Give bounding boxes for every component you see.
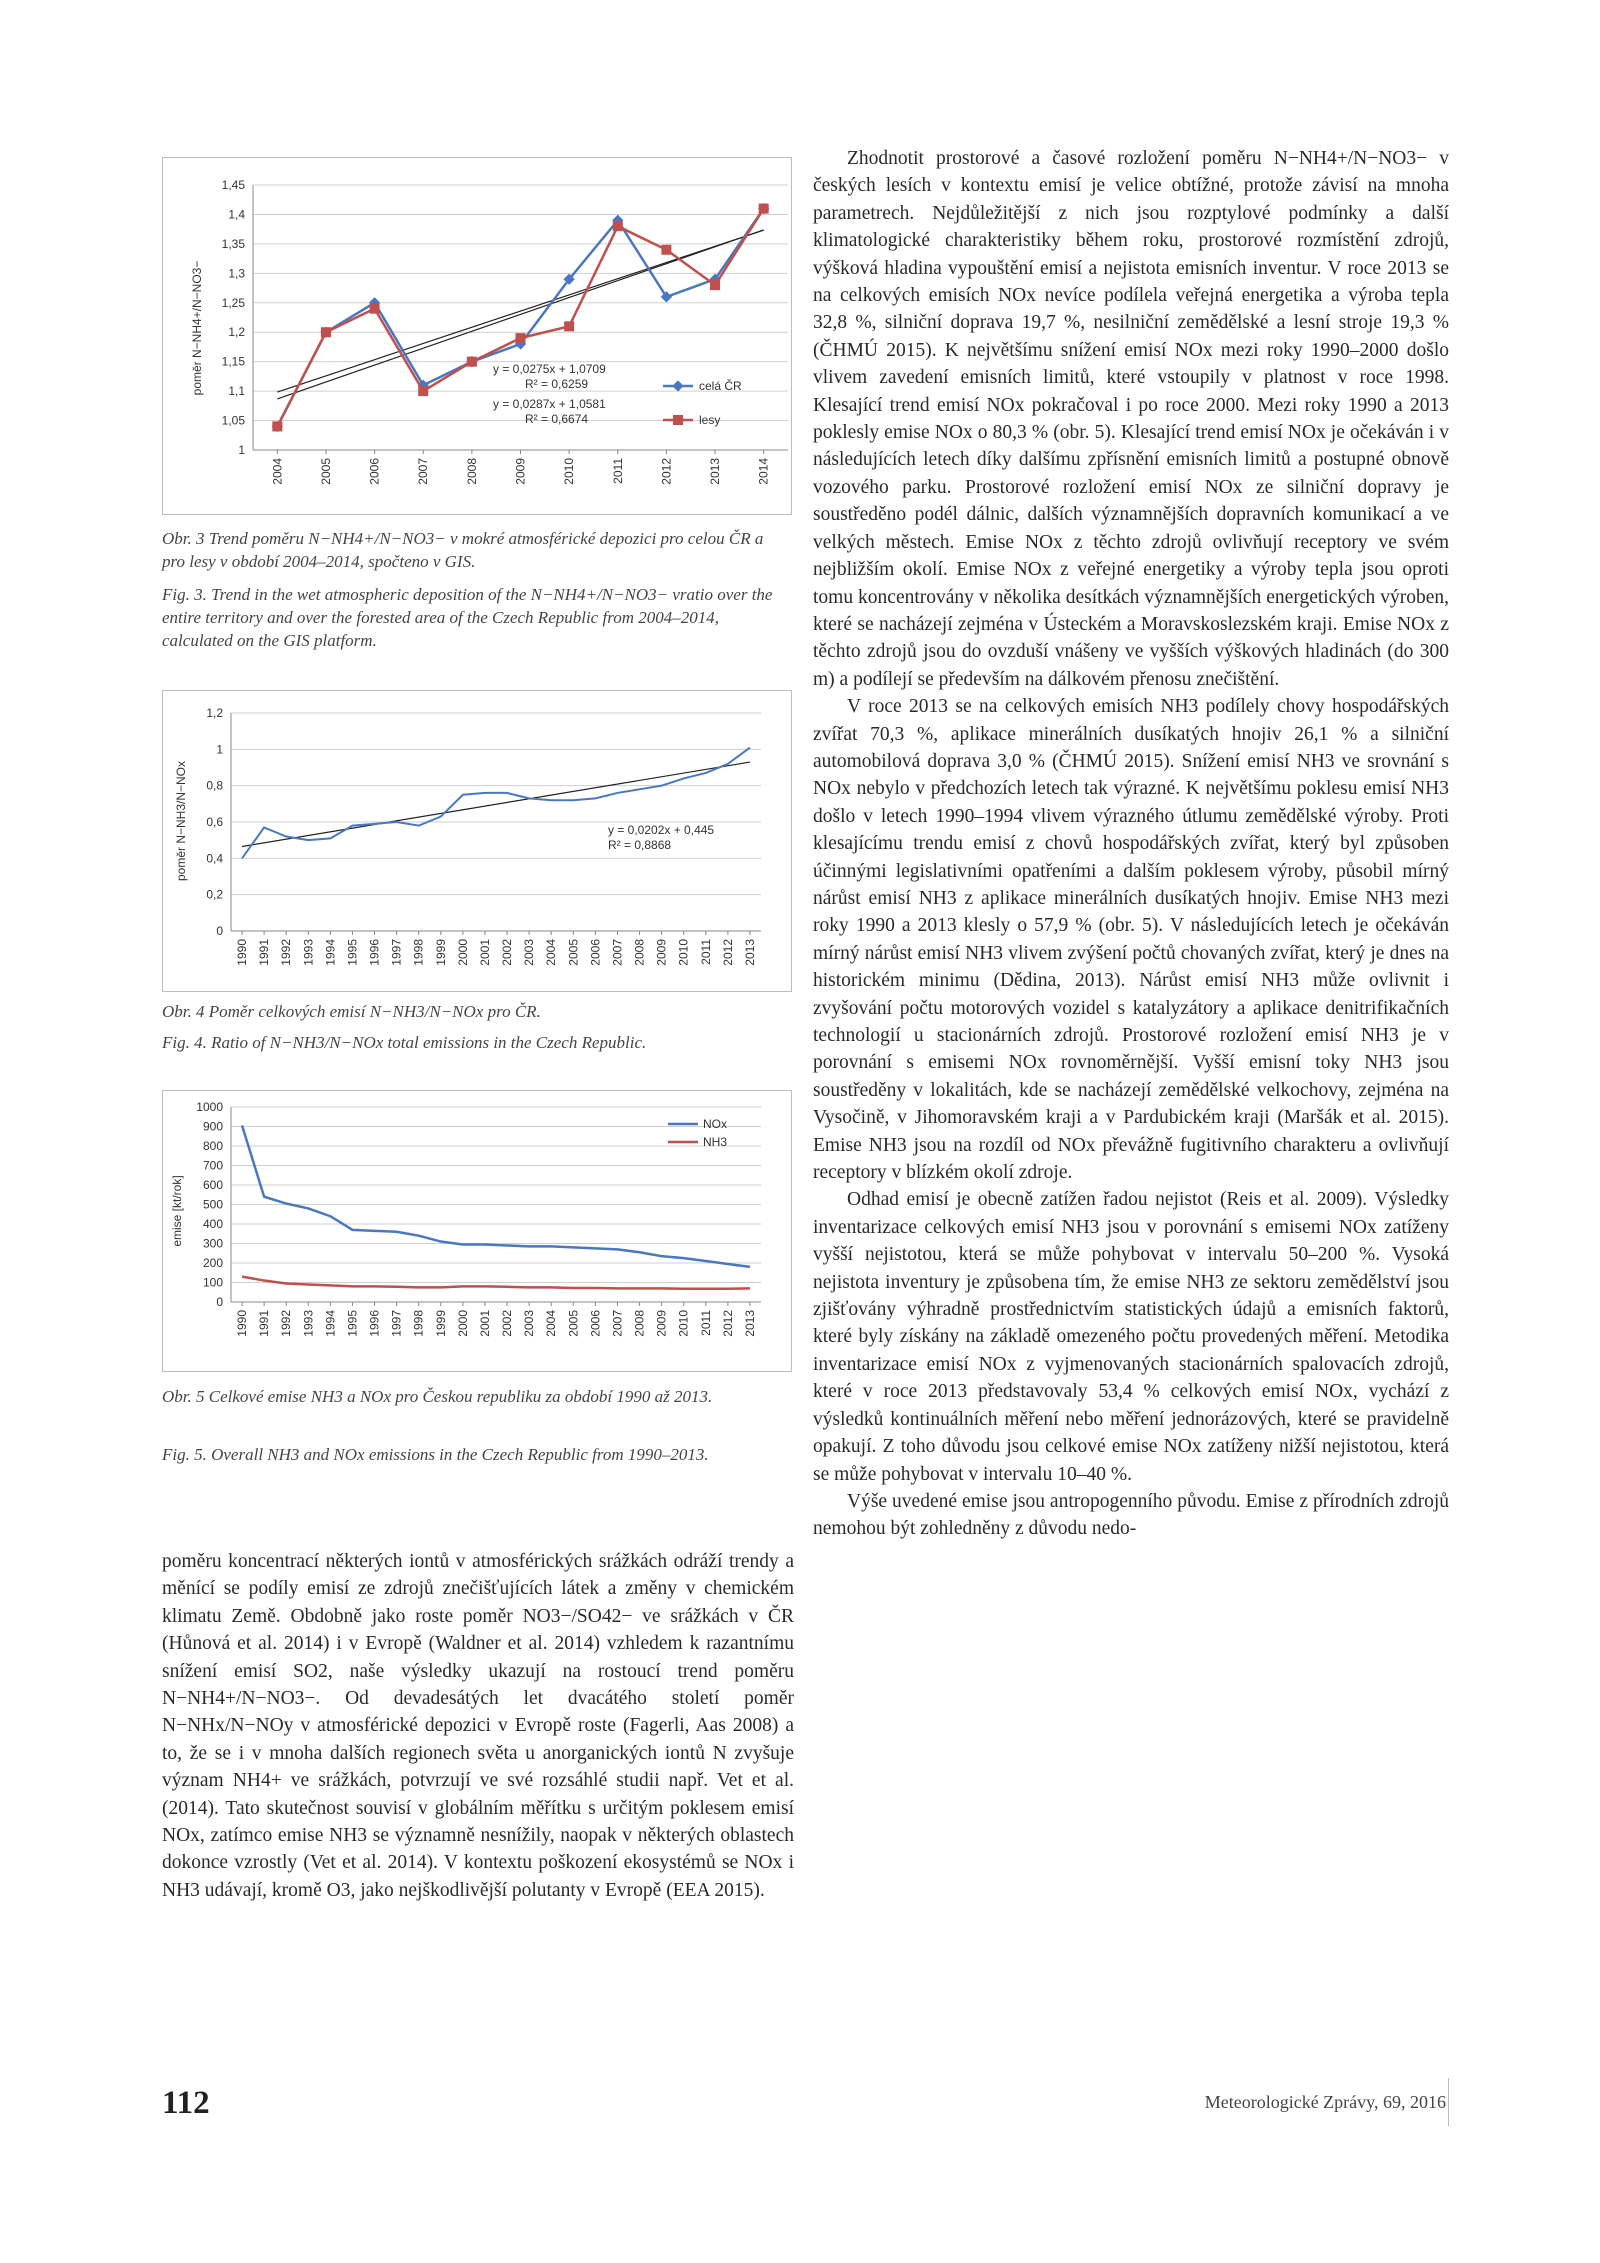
x-tick-label: 2005 xyxy=(566,1310,581,1337)
x-tick-label: 2007 xyxy=(610,939,625,966)
y-tick-label: 1,45 xyxy=(221,178,245,192)
x-tick-label: 1999 xyxy=(433,1310,448,1337)
x-tick-label: 2013 xyxy=(708,458,723,485)
y-tick-label: 400 xyxy=(202,1217,223,1231)
series-line xyxy=(277,209,763,427)
y-tick-label: 0,4 xyxy=(206,851,223,866)
x-tick-label: 2003 xyxy=(522,939,537,966)
x-tick-label: 2002 xyxy=(500,1310,515,1337)
x-tick-label: 2010 xyxy=(676,1310,691,1337)
x-tick-label: 2009 xyxy=(513,458,528,485)
legend xyxy=(668,1117,727,1149)
x-tick-label: 1990 xyxy=(235,1310,250,1337)
x-tick-label: 2009 xyxy=(654,939,669,966)
y-tick-label: 1,25 xyxy=(221,295,245,310)
y-tick-label: 700 xyxy=(202,1158,223,1173)
x-tick-label: 1996 xyxy=(367,1310,382,1337)
x-tick-label: 2000 xyxy=(455,1310,470,1337)
data-point xyxy=(564,321,574,331)
x-tick-label: 2002 xyxy=(500,939,515,966)
x-tick-label: 2010 xyxy=(676,939,691,966)
x-tick-label: 1994 xyxy=(323,1310,338,1337)
y-tick-label: 0,2 xyxy=(206,887,223,902)
data-point xyxy=(516,333,526,343)
y-axis-label: poměr N−NH3/N−NOx xyxy=(174,760,188,882)
x-tick-label: 2012 xyxy=(659,458,674,485)
figure-4-caption-cz: Obr. 4 Poměr celkových emisí N−NH3/N−NOx pro ČR. xyxy=(162,1002,541,1021)
x-tick-label: 1991 xyxy=(257,939,272,966)
paragraph: Odhad emisí je obecně zatížen řadou nejistot (Reis et al. 2009). Výsledky inventarizace celkových emisí NH3 jsou v porovnání s emisemi NOx zatíženy vyšší nejistotou, která se může pohybovat v intervalu 50–200 %. Vysoká nejistota inventury je způsobena tím, že emise NH3 ze sektoru zemědělství jsou zjišťovány výhradně prostřednictvím statistických údajů a emisních faktorů, které byly získány na základě omezeného počtu provedených měření. Metodika inventarizace emisí NOx z vyjmenovaných stacionárních spalovacích zdrojů, které v roce 2013 představovaly 53,4 % celkových emisí NOx, vychází z výsledků kontinuálních měření nebo měření jednorázových, které se pravidelně opakují. Z toho důvodu jsou celkové emise NOx zatíženy nižší nejistotou, která se může pohybovat v intervalu 10–40 %. xyxy=(813,1189,1449,1485)
series-line xyxy=(242,748,750,859)
x-tick-label: 2005 xyxy=(566,939,581,966)
paragraph: Výše uvedené emise jsou antropogenního původu. Emise z přírodních zdrojů nemohou být zohledněny z důvodu nedo- xyxy=(813,1490,1449,1540)
y-tick-label: 100 xyxy=(202,1275,223,1290)
y-tick-label: 1,2 xyxy=(228,325,245,340)
y-tick-label: 500 xyxy=(202,1197,223,1212)
y-tick-label: 0,6 xyxy=(206,815,223,829)
paragraph: V roce 2013 se na celkových emisích NH3 podílely chovy hospodářských zvířat 70,3 %, aplikace minerálních dusíkatých hnojiv 26,1 % a silniční automobilová doprava 3,0 % (ČHMÚ 2015). Snížení emisí NH3 ve srovnání s NOx nebylo v předchozích letech tak výrazné. K největšímu poklesu emisí NH3 došlo v letech 1990–1994 vlivem výrazného útlumu zemědělské výroby. Proti klesajícímu trendu emisí z chovů hospodářských zvířat, který byl způsoben účinnými legislativními opatřeními a dalším poklesem výroby, působil mírný nárůst emisí NH3 z aplikace minerálních dusíkatých hnojiv. Emise NH3 mezi roky 1990 a 2013 klesly o 57,9 % (obr. 5). V následujících letech je očekáván mírný nárůst emisí NH3 vlivem zvýšení počtů chovaných zvířat, který je dnes na historickém minimu (Dědina, 2013). Nárůst emisí NH3 může ovlivnit i zvyšování počtu motorových vozidel s katalyzátory a aplikace denitrifikačních technologií u stacionárních zdrojů. Prostorové rozložení emisí NH3 je v porovnání s emisemi NOx rovnoměrnější. Vyšší emisní toky NH3 jsou soustředěny v lokalitách, kde se nacházejí zemědělské velkochovy, zejména na Vysočině, v Jihomoravském kraji a v Pardubickém kraji (Maršák et al. 2015). Emise NH3 jsou na rozdíl od NOx převážně fugitivního charakteru a ovlivňují receptory v blízkém okolí zdroje. xyxy=(813,696,1449,1184)
x-tick-label: 1993 xyxy=(301,1310,316,1337)
figure-4-svg xyxy=(163,691,791,991)
y-tick-label: 0 xyxy=(216,1295,223,1309)
trend-equation-lesy: y = 0,0287x + 1,0581 xyxy=(493,397,606,411)
y-tick-label: 0,8 xyxy=(206,778,223,793)
y-tick-label: 900 xyxy=(202,1119,223,1134)
x-tick-label: 2006 xyxy=(367,458,382,485)
x-tick-label: 2008 xyxy=(464,458,479,485)
paragraph: Zhodnotit prostorové a časové rozložení poměru N−NH4+/N−NO3− v českých lesích v kontextu emisí je velice obtížné, protože závisí na mnoha parametrech. Nejdůležitější z nich jsou rozptylové podmínky a další klimatologické charakteristiky během roku, prostorové rozmístění zdrojů, výšková hladina vypouštění emisí a nejistota emisních inventur. V roce 2013 se na celkových emisích NOx nevíce podílela veřejná energetika a výroba tepla 32,8 %, silniční doprava 19,7 %, nesilniční zemědělské a lesní stroje 19,3 % (ČHMÚ 2015). K největšímu snížení emisí NOx mezi roky 1990–2000 došlo vlivem zavedení emisních limitů, které vstoupily v platnost v roce 1998. Klesající trend emisí NOx pokračoval i po roce 2000. Mezi roky 1990 a 2013 poklesly emise NOx o 80,3 % (obr. 5). Klesající trend emisí NOx je očekáván i v následujících letech díky dalšímu zpřísnění emisních limitů a postupné obnově vozového parku. Prostorové rozložení emisí NOx ze silniční dopravy je soustředěno podél dálnic, dalších významnějších dopravních komunikací a ve velkých městech. Emise NOx z těchto zdrojů ovlivňují receptory ve svém nejbližším okolí. Emise NOx z veřejné energetiky a výroby tepla jsou oproti tomu koncentrovány v několika desítkách významnějších energetických výroben, které se nacházejí zejména v Ústeckém a Moravskoslezském kraji. Emise NOx z těchto zdrojů jsou do ovzduší vnášeny ve vyšších výškových hladinách (do 300 m) a podílejí se především na dálkovém přenosu znečištění. xyxy=(813,148,1449,690)
x-tick-label: 1994 xyxy=(323,939,338,966)
x-tick-label: 2011 xyxy=(610,458,625,484)
x-tick-label: 1995 xyxy=(345,939,360,966)
legend-lesy: lesy xyxy=(699,413,721,427)
x-tick-label: 2012 xyxy=(720,1310,735,1337)
data-point xyxy=(661,245,671,255)
x-tick-label: 2008 xyxy=(632,939,647,966)
x-tick-label: 2004 xyxy=(544,1310,559,1337)
y-tick-label: 0 xyxy=(216,924,223,938)
data-point xyxy=(272,421,282,431)
x-tick-label: 2004 xyxy=(544,939,559,966)
figure-3-chart xyxy=(162,157,792,515)
x-tick-label: 2005 xyxy=(318,458,333,485)
data-point xyxy=(467,357,477,367)
journal-citation: Meteorologické Zprávy, 69, 2016 xyxy=(1204,2092,1446,2112)
y-tick-label: 800 xyxy=(202,1139,223,1153)
y-tick-label: 1,15 xyxy=(221,354,245,369)
x-tick-label: 2004 xyxy=(270,458,285,485)
x-tick-label: 2011 xyxy=(698,1310,713,1336)
y-tick-label: 1 xyxy=(238,443,245,457)
data-point xyxy=(370,304,380,314)
x-tick-label: 2012 xyxy=(720,939,735,966)
figure-4-caption-en: Fig. 4. Ratio of N−NH3/N−NOx total emissions in the Czech Republic. xyxy=(162,1033,647,1052)
figure-5-chart xyxy=(162,1090,792,1372)
right-column-text xyxy=(813,145,1449,1543)
y-tick-label: 1,05 xyxy=(221,413,245,428)
x-tick-label: 1997 xyxy=(389,1310,404,1337)
x-tick-label: 2011 xyxy=(698,939,713,965)
x-tick-label: 1992 xyxy=(279,1310,294,1337)
figure-5-caption-en: Fig. 5. Overall NH3 and NOx emissions in the Czech Republic from 1990–2013. xyxy=(162,1445,709,1464)
y-tick-label: 600 xyxy=(202,1178,223,1192)
x-tick-label: 2001 xyxy=(477,939,492,966)
x-tick-label: 1990 xyxy=(235,939,250,966)
figure-4-chart xyxy=(162,690,792,992)
legend-cela-cr: celá ČR xyxy=(699,379,742,393)
x-tick-label: 1992 xyxy=(279,939,294,966)
trend-r2: R² = 0,8868 xyxy=(608,838,672,852)
x-tick-label: 1998 xyxy=(411,1310,426,1337)
x-tick-label: 2006 xyxy=(588,939,603,966)
y-tick-label: 1000 xyxy=(196,1100,223,1114)
trend-r2-lesy: R² = 0,6674 xyxy=(525,412,589,426)
y-tick-label: 1,1 xyxy=(228,384,245,399)
x-tick-label: 2001 xyxy=(477,1310,492,1337)
figure-5-caption-cz: Obr. 5 Celkové emise NH3 a NOx pro Českou republiku za období 1990 až 2013. xyxy=(162,1387,713,1406)
x-tick-label: 2013 xyxy=(742,939,757,966)
x-tick-label: 2000 xyxy=(455,939,470,966)
x-tick-label: 2013 xyxy=(742,1310,757,1337)
figure-3-caption-cz: Obr. 3 Trend poměru N−NH4+/N−NO3− v mokré atmosférické depozici pro celou ČR a pro lesy v období 2004–2014, spočteno v GIS. xyxy=(162,529,764,571)
x-tick-label: 2009 xyxy=(654,1310,669,1337)
y-axis-label: poměr N−NH4+/N−NO3− xyxy=(190,260,204,396)
data-point xyxy=(759,204,769,214)
x-tick-label: 1995 xyxy=(345,1310,360,1337)
data-point xyxy=(710,280,720,290)
trend-equation: y = 0,0202x + 0,445 xyxy=(608,823,715,837)
figure-3-caption-en: Fig. 3. Trend in the wet atmospheric deposition of the N−NH4+/N−NO3− vratio over the entire territory and over the forested area of the Czech Republic from 2004–2014, calculated on the GIS platform. xyxy=(162,585,773,650)
x-tick-label: 1991 xyxy=(257,1310,272,1337)
y-tick-label: 200 xyxy=(202,1256,223,1270)
legend-nox: NOx xyxy=(703,1117,727,1131)
x-tick-label: 2008 xyxy=(632,1310,647,1337)
x-tick-label: 2006 xyxy=(588,1310,603,1337)
x-tick-label: 1996 xyxy=(367,939,382,966)
y-tick-label: 1 xyxy=(216,742,223,757)
trend-r2-cela: R² = 0,6259 xyxy=(525,377,589,391)
y-tick-label: 1,2 xyxy=(206,706,223,720)
series-line xyxy=(242,1126,750,1267)
figure-3-svg xyxy=(163,158,791,514)
figure-5-svg xyxy=(163,1091,791,1371)
trend-equation-cela: y = 0,0275x + 1,0709 xyxy=(493,362,606,376)
data-point xyxy=(418,386,428,396)
legend xyxy=(663,378,742,427)
data-point xyxy=(321,327,331,337)
footer-divider xyxy=(1448,2078,1449,2126)
x-tick-label: 1993 xyxy=(301,939,316,966)
data-point xyxy=(613,221,623,231)
paragraph: poměru koncentrací některých iontů v atmosférických srážkách odráží trendy a měnící se podíly emisí ze zdrojů znečišťujících látek a změny v chemickém klimatu Země. Obdobně jako roste poměr NO3−/SO42− ve srážkách v ČR (Hůnová et al. 2014) i v Evropě (Waldner et al. 2014) vzhledem k razantnímu snížení emisí SO2, naše výsledky ukazují na rostoucí trend poměru N−NH4+/N−NO3−. Od devadesátých let dvacátého století poměr N−NHx/N−NOy v atmosférické depozici v Evropě roste (Fagerli, Aas 2008) a to, že se i v mnoha dalších regionech světa u anorganických iontů N zvyšuje význam NH4+ ve srážkách, potvrzují ve své rozsáhlé studii např. Vet et al. (2014). Tato skutečnost souvisí v globálním měřítku s určitým poklesem emisí NOx, zatímco emise NH3 se významně nesnížily, naopak v některých oblastech dokonce vzrostly (Vet et al. 2014). V kontextu poškození ekosystémů se NOx i NH3 udávají, kromě O3, jako nejškodlivější polutanty v Evropě (EEA 2015). xyxy=(162,1551,794,1901)
y-tick-label: 1,35 xyxy=(221,236,245,251)
x-tick-label: 1999 xyxy=(433,939,448,966)
y-tick-label: 1,4 xyxy=(228,207,245,222)
left-column-text xyxy=(162,1548,794,1904)
x-tick-label: 2003 xyxy=(522,1310,537,1337)
page-number: 112 xyxy=(162,2085,210,2121)
x-tick-label: 1998 xyxy=(411,939,426,966)
x-tick-label: 2014 xyxy=(756,458,771,485)
x-tick-label: 2007 xyxy=(610,1310,625,1337)
legend-nh3: NH3 xyxy=(703,1135,728,1149)
x-tick-label: 1997 xyxy=(389,939,404,966)
y-tick-label: 300 xyxy=(202,1236,223,1251)
y-tick-label: 1,3 xyxy=(228,266,245,281)
y-axis-label: emise [kt/rok] xyxy=(170,1175,184,1247)
x-tick-label: 2007 xyxy=(416,458,431,485)
x-tick-label: 2010 xyxy=(562,458,577,485)
